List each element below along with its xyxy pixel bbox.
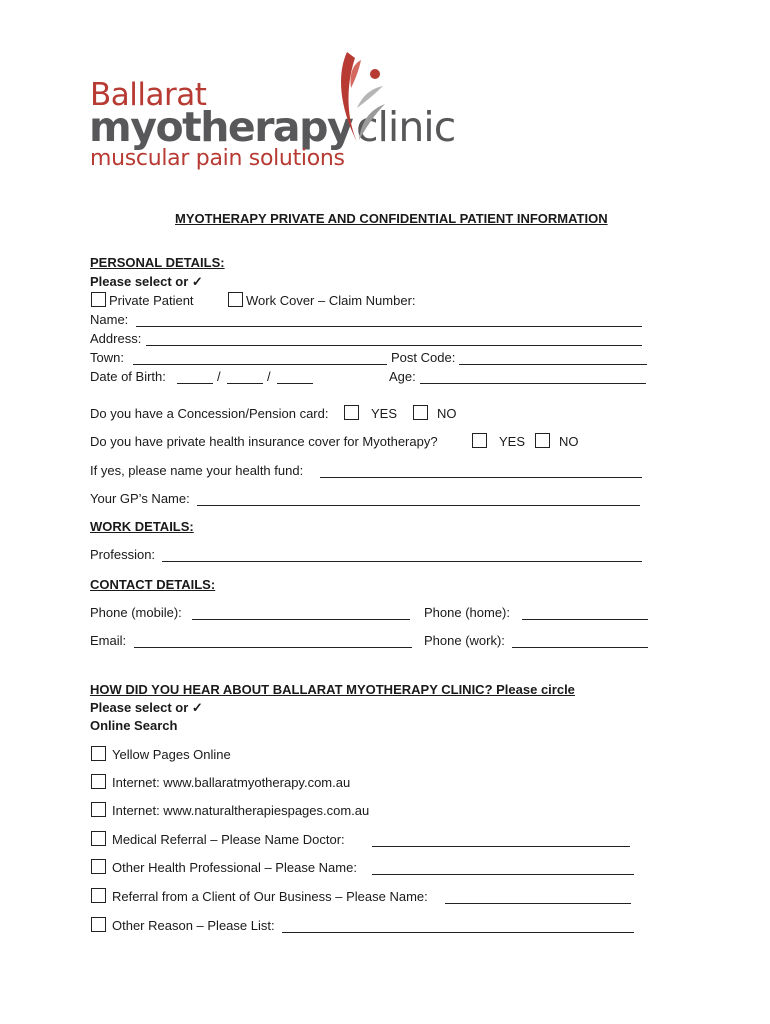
gp-name-field[interactable] [197, 505, 640, 506]
email-label: Email: [90, 633, 127, 648]
work-cover-label: Work Cover – Claim Number: [246, 293, 416, 308]
referral-option-label: Referral from a Client of Our Business – Please Name: [112, 889, 428, 904]
phone-mobile-label: Phone (mobile): [90, 605, 182, 620]
post-code-label: Post Code: [391, 350, 456, 365]
dob-label: Date of Birth: [90, 369, 166, 384]
dob-separator: / [217, 369, 221, 384]
insurance-no-label: NO [559, 434, 579, 449]
name-label: Name: [90, 312, 129, 327]
contact-details-heading: CONTACT DETAILS: [90, 577, 216, 592]
concession-yes-label: YES [371, 406, 398, 421]
referral-option-label: Internet: www.naturaltherapiespages.com.au [112, 803, 370, 818]
client-referral-checkbox[interactable] [91, 888, 106, 903]
health-professional-name-field[interactable] [372, 874, 634, 875]
logo-myotherapy-text: myotherapy [89, 103, 353, 151]
insurance-yes-label: YES [499, 434, 526, 449]
concession-yes-checkbox[interactable] [344, 405, 359, 420]
other-reason-checkbox[interactable] [91, 917, 106, 932]
dob-month-field[interactable] [227, 383, 263, 384]
age-label: Age: [389, 369, 416, 384]
post-code-field[interactable] [459, 364, 647, 365]
phone-home-field[interactable] [522, 619, 648, 620]
client-name-field[interactable] [445, 903, 631, 904]
insurance-question: Do you have private health insurance cover for Myotherapy? [90, 434, 438, 449]
medical-referral-checkbox[interactable] [91, 831, 106, 846]
address-field[interactable] [146, 345, 642, 346]
form-title: MYOTHERAPY PRIVATE AND CONFIDENTIAL PATIENT INFORMATION [175, 211, 608, 226]
insurance-yes-checkbox[interactable] [472, 433, 487, 448]
concession-no-checkbox[interactable] [413, 405, 428, 420]
referral-option-label: Internet: www.ballaratmyotherapy.com.au [112, 775, 351, 790]
address-label: Address: [90, 331, 142, 346]
referral-option-label: Yellow Pages Online [112, 747, 231, 762]
logo-figure-icon [335, 44, 395, 164]
gp-name-label: Your GP’s Name: [90, 491, 190, 506]
other-reason-field[interactable] [282, 932, 634, 933]
internet-ballarat-checkbox[interactable] [91, 774, 106, 789]
age-field[interactable] [420, 383, 646, 384]
yellow-pages-checkbox[interactable] [91, 746, 106, 761]
insurance-no-checkbox[interactable] [535, 433, 550, 448]
phone-home-label: Phone (home): [424, 605, 510, 620]
profession-label: Profession: [90, 547, 156, 562]
doctor-name-field[interactable] [372, 846, 630, 847]
profession-field[interactable] [162, 561, 642, 562]
health-fund-label: If yes, please name your health fund: [90, 463, 304, 478]
phone-work-label: Phone (work): [424, 633, 505, 648]
referral-heading: HOW DID YOU HEAR ABOUT BALLARAT MYOTHERAPY CLINIC? Please circle [90, 682, 575, 697]
town-field[interactable] [133, 364, 387, 365]
logo-clinic-text: clinic [356, 103, 456, 151]
dob-year-field[interactable] [277, 383, 313, 384]
online-search-label: Online Search [90, 718, 178, 733]
health-fund-field[interactable] [320, 477, 642, 478]
work-cover-checkbox[interactable] [228, 292, 243, 307]
phone-mobile-field[interactable] [192, 619, 410, 620]
private-patient-label: Private Patient [109, 293, 194, 308]
referral-option-label: Other Health Professional – Please Name: [112, 860, 357, 875]
phone-work-field[interactable] [512, 647, 648, 648]
select-note: Please select or ✓ [90, 274, 203, 289]
internet-naturaltherapies-checkbox[interactable] [91, 802, 106, 817]
referral-select-note: Please select or ✓ [90, 700, 203, 715]
logo-ballarat-text: Ballarat [90, 77, 207, 113]
email-field[interactable] [134, 647, 412, 648]
personal-details-heading: PERSONAL DETAILS: [90, 255, 225, 270]
dob-day-field[interactable] [177, 383, 213, 384]
concession-no-label: NO [437, 406, 457, 421]
referral-option-label: Medical Referral – Please Name Doctor: [112, 832, 345, 847]
check-icon: ✓ [191, 274, 203, 289]
check-icon: ✓ [191, 700, 203, 715]
dob-separator: / [267, 369, 271, 384]
concession-question: Do you have a Concession/Pension card: [90, 406, 329, 421]
other-health-professional-checkbox[interactable] [91, 859, 106, 874]
name-field[interactable] [136, 326, 642, 327]
logo-tagline: muscular pain solutions [90, 146, 345, 171]
town-label: Town: [90, 350, 124, 365]
work-details-heading: WORK DETAILS: [90, 519, 194, 534]
referral-option-label: Other Reason – Please List: [112, 918, 275, 933]
private-patient-checkbox[interactable] [91, 292, 106, 307]
